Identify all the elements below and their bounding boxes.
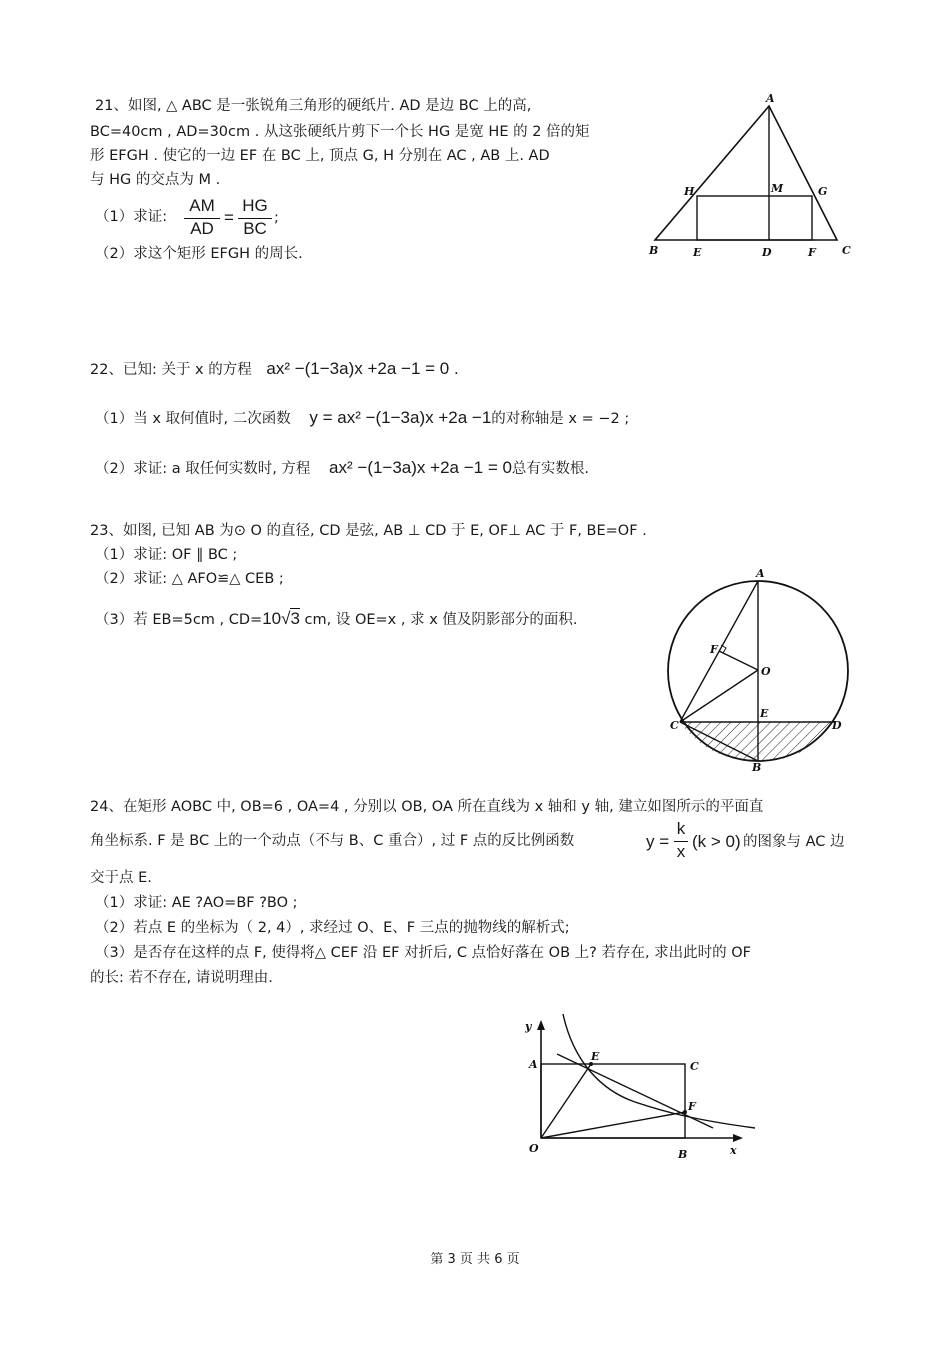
label-A: A (756, 567, 765, 580)
q23-part1: （1）求证: OF ∥ BC ; (95, 547, 238, 563)
sqrt-sign: √ (281, 609, 291, 628)
q22-part1-equation: y = ax² −(1−3a)x +2a −1 (309, 408, 492, 427)
label-E: E (760, 707, 769, 720)
q24-condition: (k > 0) (692, 832, 741, 851)
q22-part2 (95, 458, 589, 479)
q24-part3-line1: （3）是否存在这样的点 F, 使得将△ CEF 沿 EF 对折后, C 点恰好落在 OB 上? 若存在, 求出此时的 OF (95, 945, 752, 961)
q21-line4: 与 HG 的交点为 M . (90, 172, 221, 188)
q24-line2-post: 的图象与 AC 边 (743, 834, 845, 850)
q21-fraction-hg-bc (238, 196, 272, 239)
q22-part1 (95, 408, 629, 429)
q23-part2: （2）求证: △ AFO≌△ CEB ; (95, 571, 284, 587)
label-F: F (688, 1100, 696, 1113)
label-E: E (591, 1050, 600, 1063)
label-D: D (832, 719, 842, 732)
fraction-denominator: x (674, 841, 688, 862)
label-O: O (761, 665, 771, 678)
q23-cd-radicand: 3 (290, 609, 300, 628)
label-M: M (771, 182, 784, 195)
q23-line1: 23、如图, 已知 AB 为⊙ O 的直径, CD 是弦, AB ⊥ CD 于 E, OF⊥ AC 于 F, BE=OF . (90, 523, 647, 539)
q21-equals: = (224, 208, 234, 227)
q23-cd-coefficient: 10 (262, 609, 282, 628)
q21-line3: 形 EFGH . 使它的一边 EF 在 BC 上, 顶点 G, H 分别在 AC , AB 上. AD (90, 148, 550, 164)
page-footer: 第 3 页 共 6 页 (430, 1252, 520, 1267)
fraction-numerator: AM (189, 196, 215, 215)
q21-triangle-figure (640, 88, 860, 266)
q23-part3 (95, 609, 578, 630)
fraction-numerator: HG (242, 196, 268, 215)
q22-part1-text: （1）当 x 取何值时, 二次函数 (95, 411, 291, 427)
label-A: A (529, 1058, 538, 1071)
q24-line1: 24、在矩形 AOBC 中, OB=6 , OA=4 , 分别以 OB, OA 所在直线为 x 轴和 y 轴, 建立如图所示的平面直 (90, 799, 764, 815)
q22-part2-equation: ax² −(1−3a)x +2a −1 = 0 (329, 458, 512, 477)
q24-part1: （1）求证: AE ?AO=BF ?BO ; (95, 895, 298, 911)
fraction-numerator: k (676, 819, 686, 838)
q21-part2: （2）求这个矩形 EFGH 的周长. (95, 246, 303, 262)
q22-line1-text: 22、已知: 关于 x 的方程 (90, 362, 252, 378)
q22-line1 (90, 359, 459, 380)
q24-part2: （2）若点 E 的坐标为（ 2, 4）, 求经过 O、E、F 三点的抛物线的解析式; (95, 920, 570, 936)
label-y: y (525, 1020, 532, 1033)
q22-part2-text: （2）求证: a 取任何实数时, 方程 (95, 461, 311, 477)
label-C: C (842, 244, 851, 257)
fraction-denominator: BC (238, 218, 272, 239)
q22-part2-post: 总有实数根. (511, 461, 590, 477)
q21-part1-end: ; (274, 210, 279, 226)
label-D: D (762, 246, 772, 259)
label-H: H (684, 185, 695, 198)
label-B: B (678, 1148, 688, 1161)
q21-line1: 21、如图, △ ABC 是一张锐角三角形的硬纸片. AD 是边 BC 上的高, (95, 98, 532, 114)
label-G: G (818, 185, 828, 198)
label-B: B (649, 244, 659, 257)
fraction-denominator: AD (184, 218, 220, 239)
label-A: A (766, 92, 775, 105)
q22-equation: ax² −(1−3a)x +2a −1 = 0 . (266, 359, 459, 378)
q23-part3-post: cm, 设 OE=x , 求 x 值及阴影部分的面积. (304, 612, 578, 628)
q24-line3: 交于点 E. (90, 870, 152, 886)
q21-part1-label: （1）求证: (95, 209, 168, 225)
q22-part1-post: 的对称轴是 x = −2 ; (491, 411, 630, 427)
q24-y-equals: y = (646, 832, 670, 851)
label-F: F (808, 246, 816, 259)
label-C: C (670, 719, 679, 732)
q24-part3-line2: 的长: 若不存在, 请说明理由. (90, 970, 273, 986)
q23-part3-text: （3）若 EB=5cm , CD= (95, 612, 263, 628)
q21-line2: BC=40cm , AD=30cm . 从这张硬纸片剪下一个长 HG 是宽 HE 的 2 倍的矩 (90, 124, 590, 140)
q24-line2 (90, 831, 574, 851)
label-F: F (710, 643, 718, 656)
q23-circle-figure (660, 565, 860, 780)
label-O: O (529, 1142, 539, 1155)
q24-coordinate-figure (515, 1010, 765, 1165)
q21-fraction-am-ad (184, 196, 220, 239)
label-x: x (730, 1144, 737, 1157)
label-C: C (690, 1060, 699, 1073)
q24-fraction-k-x (674, 819, 688, 862)
q24-line2-text: 角坐标系. F 是 BC 上的一个动点（不与 B、C 重合）, 过 F 点的反比例函数 (90, 833, 575, 849)
label-B: B (752, 761, 762, 774)
label-E: E (693, 246, 702, 259)
